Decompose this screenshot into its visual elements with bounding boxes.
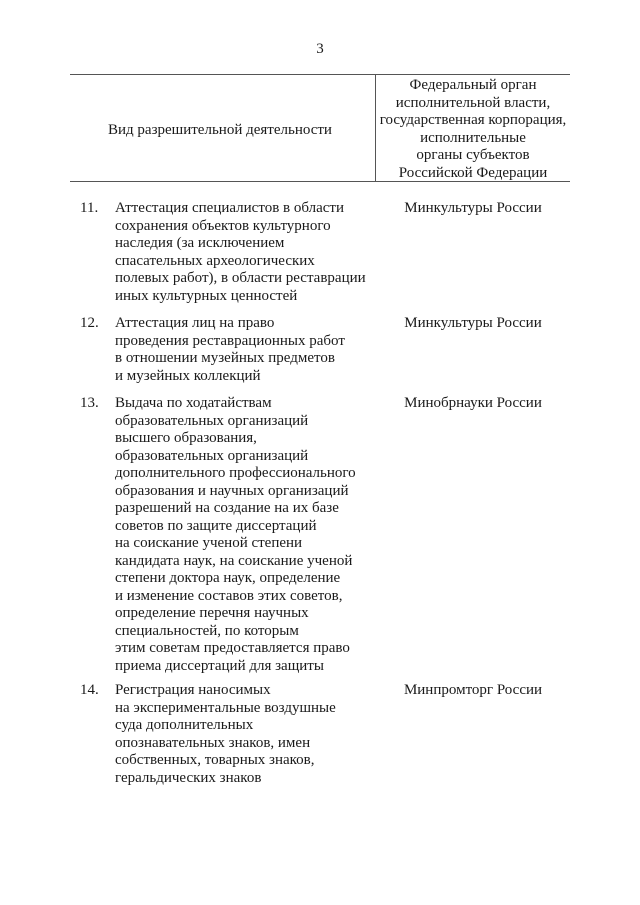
row-activity: Выдача по ходатайствам образовательных организаций высшего образования, образовательных организаций дополнительного профессионального образования и научных организаций разрешений на создание на их базе советов по защите диссертаций на соискание ученой степени кандидата наук, на соискание ученой степени доктора наук, определение и изменение составов этих советов, определение перечня научных специальностей, по которым этим советам предоставляется право приема диссертаций для защиты [115, 395, 356, 674]
row-activity: Аттестация лиц на право проведения реставрационных работ в отношении музейных предметов и музейных коллекций [115, 315, 345, 384]
row-number: 12. [80, 315, 99, 331]
row-authority: Минкультуры России [404, 315, 542, 331]
row-activity: Аттестация специалистов в области сохранения объектов культурного наследия (за исключением спасательных археологических полевых работ), в области реставрации иных культурных ценностей [115, 200, 366, 304]
header-authority: Федеральный орган исполнительной власти, государственная корпорация, исполнительные органы субъектов Российской Федерации [379, 77, 567, 181]
row-number: 13. [80, 395, 99, 411]
row-authority: Минкультуры России [404, 200, 542, 216]
table-top-rule [70, 74, 570, 75]
header-activity-type: Вид разрешительной деятельности [108, 122, 332, 138]
row-number: 14. [80, 682, 99, 698]
row-activity: Регистрация наносимых на экспериментальные воздушные суда дополнительных опознавательных знаков, имен собственных, товарных знаков, геральдических знаков [115, 682, 336, 786]
row-authority: Минпромторг России [403, 682, 543, 698]
row-authority: Минобрнауки России [404, 395, 542, 411]
row-number: 11. [80, 200, 99, 216]
page-number: 3 [316, 41, 324, 57]
